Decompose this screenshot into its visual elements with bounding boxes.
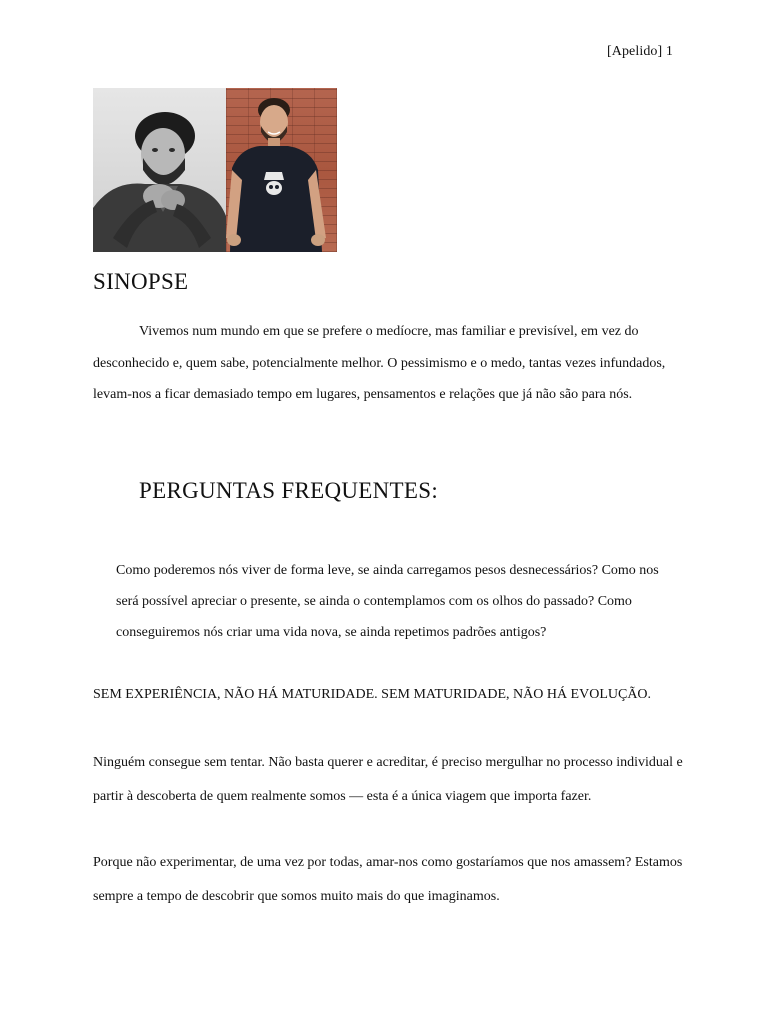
author-photos [93,88,337,252]
running-head: [Apelido] 1 [606,44,673,59]
synopsis-heading: SINOPSE [93,269,189,294]
faq-paragraph-2: Porque não experimentar, de uma vez por todas, amar-nos como gostaríamos que nos amassem? Estamos sempre a tempo de descobrir que somos muito mais do que imaginamos. [93,855,683,904]
author-portrait-bw [93,88,226,252]
portrait-bw-illustration [93,88,226,252]
synopsis-paragraph [93,316,687,411]
faq-statement: SEM EXPERIÊNCIA, NÃO HÁ MATURIDADE. SEM MATURIDADE, NÃO HÁ EVOLUÇÃO. [93,687,652,702]
author-portrait-brick-wall [226,88,337,252]
faq-heading: PERGUNTAS FREQUENTES: [139,478,439,503]
faq-paragraph-1: Ninguém consegue sem tentar. Não basta querer e acreditar, é preciso mergulhar no processo individual e partir à descoberta de quem realmente somos — esta é a única viagem que importa fazer. [93,755,683,804]
faq-questions: Como poderemos nós viver de forma leve, se ainda carregamos pesos desnecessários? Como nos será possível apreciar o presente, se ainda o contemplamos com os olhos do passado? Como conseguiremos nós criar uma vida nova, se ainda repetimos padrões antigos? [116,563,659,640]
portrait-color-illustration [226,88,337,252]
synopsis-text: Vivemos num mundo em que se prefere o medíocre, mas familiar e previsível, em vez do desconhecido e, quem sabe, potencialmente melhor. O pessimismo e o medo, tantas vezes infundados, levam-nos a ficar demasiado tempo em lugares, pensamentos e relações que já não são para nós. [93,324,666,402]
